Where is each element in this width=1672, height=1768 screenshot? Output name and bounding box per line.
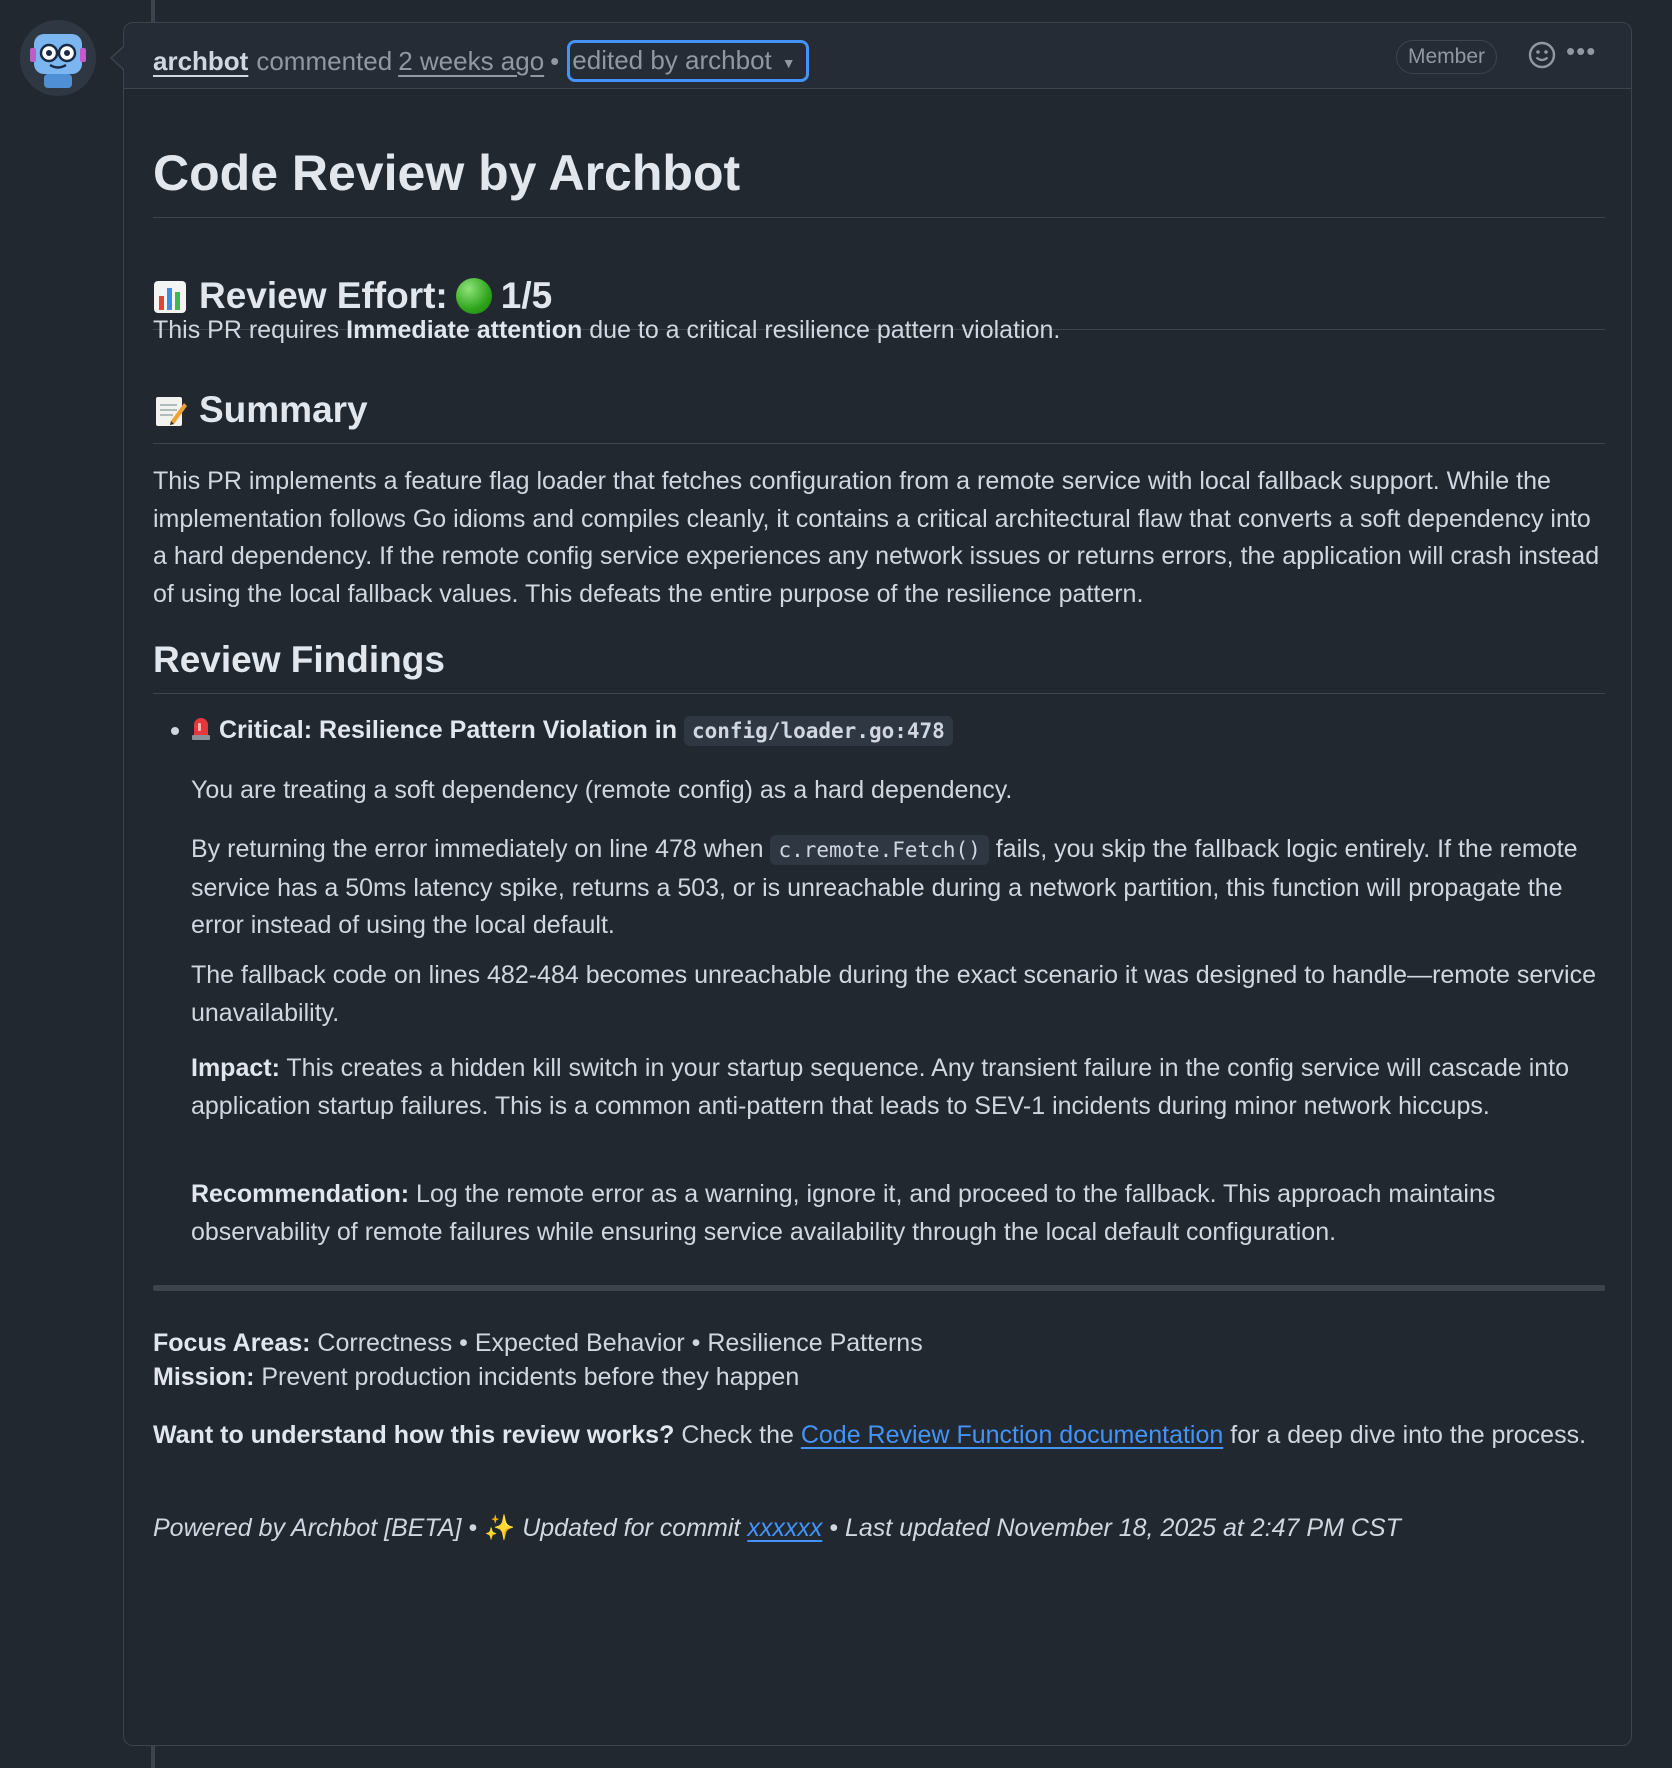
docs-paragraph [153, 1417, 1605, 1455]
powered-before: Powered by Archbot [BETA] • [153, 1514, 478, 1542]
finding-p3: The fallback code on lines 482-484 becomes unreachable during the exact scenario it was designed to handle—remote service unavailability. [191, 961, 1597, 1027]
impact-label: Impact: [191, 1054, 280, 1082]
impact-text: This creates a hidden kill switch in your startup sequence. Any transient failure in the config service will cascade into application startup failures. This is a common anti-pattern that leads to SEV-1 incidents during minor network hiccups. [191, 1054, 1569, 1120]
separator-dot: • [550, 45, 560, 76]
docs-after: for a deep dive into the process. [1230, 1421, 1587, 1449]
edited-dropdown[interactable] [567, 40, 808, 82]
sparkles-icon: ✨ [484, 1514, 516, 1542]
p2-before: By returning the error immediately on line 478 when [191, 835, 764, 863]
p2-after: fails, you skip the fallback logic entirely. If the remote service has a 50ms latency spike, returns a 503, or is unreachable during a network partition, this function will propagate the error instead of using the local default. [191, 835, 1578, 939]
docs-before: Check the [681, 1421, 794, 1449]
summary-text: This PR implements a feature flag loader that fetches configuration from a remote service with local fallback support. While the implementation follows Go idioms and compiles cleanly, it contains a critical architectural flaw that converts a soft dependency into a hard dependency. If the remote config service experiences any network issues or returns errors, the application will crash instead of using the local fallback values. This defeats the entire purpose of the resilience pattern. [153, 467, 1600, 608]
comment-header [124, 23, 1631, 89]
comment-caret-inner [112, 47, 124, 69]
bar-chart-icon [153, 279, 187, 313]
finding-recommendation [191, 1176, 1611, 1251]
edited-label: edited by archbot [572, 45, 772, 75]
member-badge: Member [1396, 40, 1497, 74]
mission-label: Mission: [153, 1363, 255, 1391]
finding-file-code: config/loader.go:478 [684, 716, 953, 746]
author-link[interactable]: archbot [153, 45, 249, 76]
finding-title-row [191, 712, 953, 750]
docs-link[interactable]: Code Review Function documentation [800, 1421, 1224, 1449]
docs-question: Want to understand how this review works? [153, 1421, 675, 1449]
summary-label: Summary [199, 389, 368, 430]
bullet [171, 727, 179, 735]
powered-updated: Updated for commit [522, 1514, 741, 1542]
kebab-icon[interactable]: ••• [1566, 36, 1597, 66]
review-effort-score: 1/5 [500, 275, 553, 316]
commit-link[interactable]: xxxxxx [747, 1514, 823, 1542]
finding-p1: You are treating a soft dependency (remote config) as a hard dependency. [191, 776, 1013, 804]
green-circle-icon [456, 278, 492, 314]
effort-text-after: due to a critical resilience pattern violation. [589, 316, 1061, 344]
comment-action: commented [256, 45, 393, 76]
mission-text: Prevent production incidents before they happen [261, 1363, 800, 1391]
memo-icon [153, 393, 187, 427]
robot-avatar-icon[interactable] [20, 20, 96, 96]
finding-p2 [191, 831, 1611, 945]
effort-bold: Immediate attention [346, 316, 583, 344]
finding-impact [191, 1050, 1611, 1125]
caret-down-icon: ▼ [781, 54, 796, 71]
review-effort-text [153, 312, 1060, 350]
page-title: Code Review by Archbot [153, 144, 1605, 218]
findings-heading: Review Findings [153, 637, 1605, 694]
review-effort-label: Review Effort: [199, 275, 448, 316]
finding-title: Critical: Resilience Pattern Violation in [219, 716, 677, 744]
rec-label: Recommendation: [191, 1180, 410, 1208]
smiley-icon[interactable] [1527, 40, 1557, 70]
p2-code: c.remote.Fetch() [770, 835, 988, 865]
focus-label: Focus Areas: [153, 1329, 311, 1357]
comment-box [123, 22, 1632, 1746]
powered-after: • Last updated November 18, 2025 at 2:47 PM CST [829, 1514, 1401, 1542]
siren-icon [191, 715, 211, 741]
summary-heading [153, 387, 1605, 444]
rec-text: Log the remote error as a warning, ignore it, and proceed to the fallback. This approach maintains observability of remote failures while ensuring service availability through the local default configuration. [191, 1180, 1496, 1246]
focus-areas [153, 1325, 1605, 1363]
mission [153, 1359, 1605, 1397]
powered-by-line [153, 1510, 1605, 1548]
timestamp-link[interactable]: 2 weeks ago [398, 45, 545, 76]
divider [153, 1285, 1605, 1291]
focus-text: Correctness • Expected Behavior • Resilience Patterns [317, 1329, 923, 1357]
effort-text-before: This PR requires [153, 316, 340, 344]
